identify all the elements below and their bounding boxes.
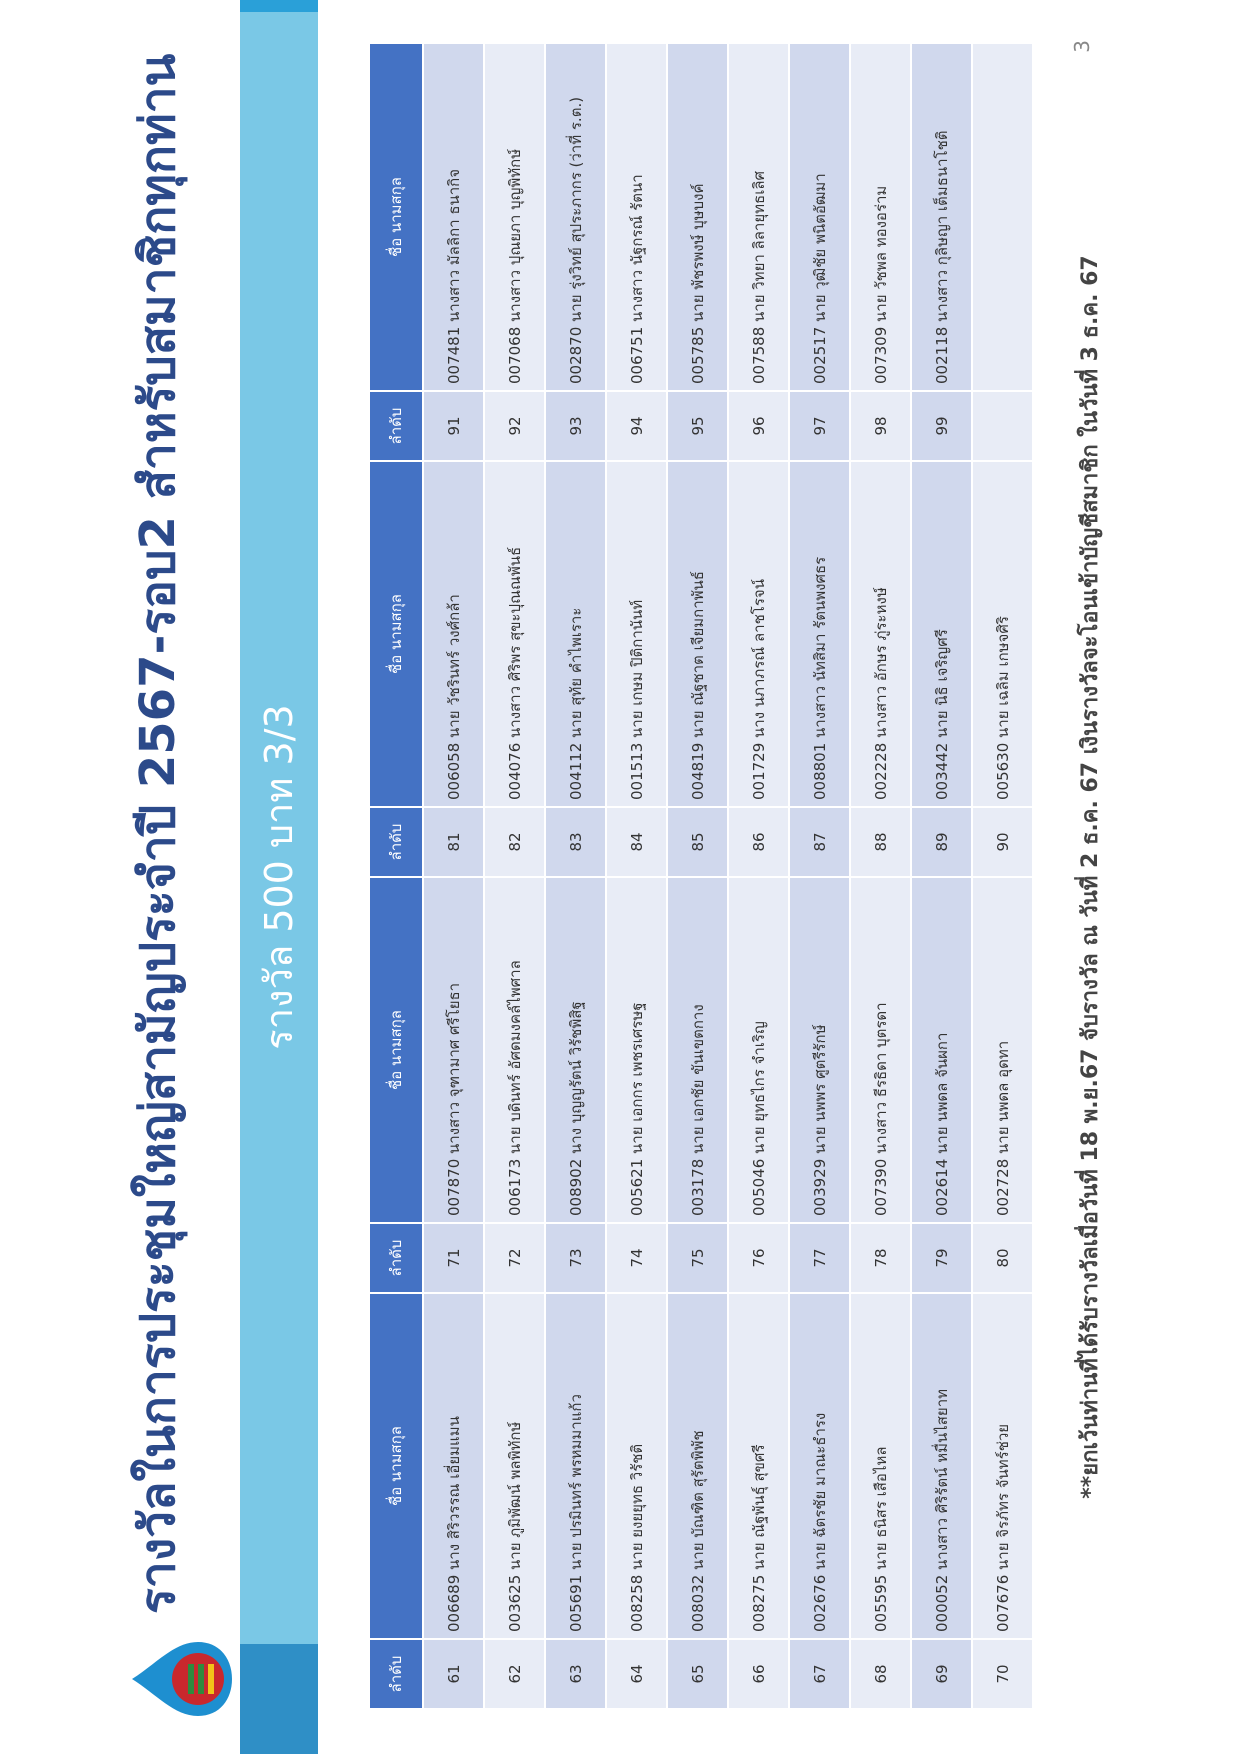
member-name: 002614 นาย นพดล จันผกา <box>911 877 972 1223</box>
header-name: ชื่อ นามสกุล <box>369 877 423 1223</box>
table-row <box>850 43 911 1709</box>
member-name: 004112 นาย สุทัย คำไพเราะ <box>545 461 606 807</box>
cooperative-flame-logo-icon <box>126 1624 236 1734</box>
member-name: 002676 นาย ฉัตรชัย มาณะธำรง <box>789 1293 850 1639</box>
member-name: 006751 นางสาว นัฐกรณ์ รัตนา <box>606 43 667 391</box>
table-row <box>911 43 972 1709</box>
row-number: 90 <box>972 807 1033 877</box>
member-name: 006173 นาย บดินทร์ อัศดมงคล์ไพศาล <box>484 877 545 1223</box>
table-row <box>606 43 667 1709</box>
member-name: 003178 นาย เอกชัย ขันเขตกาง <box>667 877 728 1223</box>
member-name: 008902 นาง บุญญรัตน์ วิรัชพิสิฐ <box>545 877 606 1223</box>
page-title: รางวัลในการประชุมใหญ่สามัญประจำปี 2567-รอบ2 สำหรับสมาชิกทุกท่าน <box>130 53 186 1614</box>
member-name <box>972 43 1033 391</box>
row-number: 80 <box>972 1223 1033 1293</box>
row-number: 81 <box>423 807 484 877</box>
row-number: 74 <box>606 1223 667 1293</box>
row-number: 88 <box>850 807 911 877</box>
table-body <box>423 43 1033 1709</box>
row-number: 86 <box>728 807 789 877</box>
row-number: 87 <box>789 807 850 877</box>
row-number: 70 <box>972 1639 1033 1709</box>
member-name: 002228 นางสาว อักษร ภู่ระหงษ์ <box>850 461 911 807</box>
member-name: 007068 นางสาว ปุณยภา บุญพิทักษ์ <box>484 43 545 391</box>
row-number: 84 <box>606 807 667 877</box>
member-name: 007481 นางสาว มัลลิกา ธนากิจ <box>423 43 484 391</box>
member-name: 003929 นาย นพพร ศูตรีรักษ์ <box>789 877 850 1223</box>
row-number: 64 <box>606 1639 667 1709</box>
member-name: 006058 นาย วัชรินทร์ วงศ์กล้า <box>423 461 484 807</box>
row-number: 62 <box>484 1639 545 1709</box>
row-number: 78 <box>850 1223 911 1293</box>
member-name: 004076 นางสาว ศิริพร สุขะปุณณพันธ์ <box>484 461 545 807</box>
member-name: 005630 นาย เฉลิม เกษจศิริ <box>972 461 1033 807</box>
member-name: 002517 นาย วุฒิชัย พนิตอัฒมา <box>789 43 850 391</box>
member-name: 008801 นางสาว นัทสิมา รัตนพงศธร <box>789 461 850 807</box>
table-row <box>972 43 1033 1709</box>
header-no: ลำดับ <box>369 1223 423 1293</box>
header-name: ชื่อ นามสกุล <box>369 43 423 391</box>
row-number: 95 <box>667 391 728 461</box>
winners-table <box>368 42 1034 1710</box>
member-name: 005785 นาย พัชรพงษ์ บุษบงค์ <box>667 43 728 391</box>
table-row <box>484 43 545 1709</box>
row-number: 69 <box>911 1639 972 1709</box>
member-name: 001513 นาย เกษม ปิติกานันท์ <box>606 461 667 807</box>
header-name: ชื่อ นามสกุล <box>369 461 423 807</box>
page-number: 3 <box>1070 40 1094 53</box>
table-row <box>789 43 850 1709</box>
row-number: 71 <box>423 1223 484 1293</box>
header-name: ชื่อ นามสกุล <box>369 1293 423 1639</box>
row-number: 68 <box>850 1639 911 1709</box>
row-number: 82 <box>484 807 545 877</box>
member-name: 006689 นาง สิริวรรณ เอี่ยมแมน <box>423 1293 484 1639</box>
row-number: 97 <box>789 391 850 461</box>
table-row <box>728 43 789 1709</box>
member-name: 004819 นาย ณัฐชาต เจียมกาพันธ์ <box>667 461 728 807</box>
member-name: 002728 นาย นพดล อุดทา <box>972 877 1033 1223</box>
footer-note: **ยกเว้นท่านที่ได้รับรางวัลเมื่อวันที่ 18 พ.ย.67 จับรางวัล ณ วันที่ 2 ธ.ค. 67 เงินรางวัลจะโอนเข้าบัญชีสมาชิก ในวันที่ 3 ธ.ค. 67 <box>1078 255 1103 1499</box>
member-name: 007309 นาย วัชพล ทองอร่าม <box>850 43 911 391</box>
row-number: 85 <box>667 807 728 877</box>
header-no: ลำดับ <box>369 1639 423 1709</box>
member-name: 005621 นาย เอกกร เพชรเศรษฐ <box>606 877 667 1223</box>
row-number: 66 <box>728 1639 789 1709</box>
member-name: 002870 นาย รุ่งวิทย์ สุประภากร (ว่าที่ ร.ต.) <box>545 43 606 391</box>
member-name: 007870 นางสาว จุฑามาศ ศรีโยธา <box>423 877 484 1223</box>
row-number: 63 <box>545 1639 606 1709</box>
row-number: 75 <box>667 1223 728 1293</box>
member-name: 007588 นาย วิทยา ลิลายุทธเลิศ <box>728 43 789 391</box>
member-name: 003625 นาย ภูมิพัฒน์ พลพิทักษ์ <box>484 1293 545 1639</box>
row-number: 91 <box>423 391 484 461</box>
member-name: 008275 นาย ณัฐพันธุ์ สุขศรี <box>728 1293 789 1639</box>
row-number: 73 <box>545 1223 606 1293</box>
row-number: 98 <box>850 391 911 461</box>
member-name: 005595 นาย ธนิสร เสือไหล <box>850 1293 911 1639</box>
table-row <box>423 43 484 1709</box>
table-row <box>545 43 606 1709</box>
prize-subtitle: รางวัล 500 บาท 3/3 <box>257 704 301 1050</box>
table-row <box>667 43 728 1709</box>
row-number: 76 <box>728 1223 789 1293</box>
member-name: 007676 นาย จิรภัทร จันทร์ช่วย <box>972 1293 1033 1639</box>
member-name: 002118 นางสาว กุลิษญา เต็มธนาโชติ <box>911 43 972 391</box>
row-number: 94 <box>606 391 667 461</box>
row-number: 72 <box>484 1223 545 1293</box>
row-number: 77 <box>789 1223 850 1293</box>
row-number: 89 <box>911 807 972 877</box>
row-number: 67 <box>789 1639 850 1709</box>
row-number <box>972 391 1033 461</box>
member-name: 008032 นาย บัณฑิต สุรัตพิพัช <box>667 1293 728 1639</box>
row-number: 61 <box>423 1639 484 1709</box>
row-number: 79 <box>911 1223 972 1293</box>
row-number: 96 <box>728 391 789 461</box>
row-number: 65 <box>667 1639 728 1709</box>
row-number: 83 <box>545 807 606 877</box>
member-name: 008258 นาย ยงยยุทธ วิรัชติ <box>606 1293 667 1639</box>
member-name: 007390 นางสาว ธีรธิดา บุตรดา <box>850 877 911 1223</box>
header-no: ลำดับ <box>369 807 423 877</box>
table-header-row <box>369 43 423 1709</box>
row-number: 92 <box>484 391 545 461</box>
header-no: ลำดับ <box>369 391 423 461</box>
member-name: 005691 นาย ปรมินทร์ พรหมมาแก้ว <box>545 1293 606 1639</box>
member-name: 005046 นาย ยุทธไกร จำเริญ <box>728 877 789 1223</box>
member-name: 000052 นางสาว ศิริรัตน์ หมื่นไสยาท <box>911 1293 972 1639</box>
row-number: 93 <box>545 391 606 461</box>
row-number: 99 <box>911 391 972 461</box>
member-name: 003442 นาย นิธิ เจริญศรี <box>911 461 972 807</box>
member-name: 001729 นาง นภาภรณ์ ลาชโรจน์ <box>728 461 789 807</box>
